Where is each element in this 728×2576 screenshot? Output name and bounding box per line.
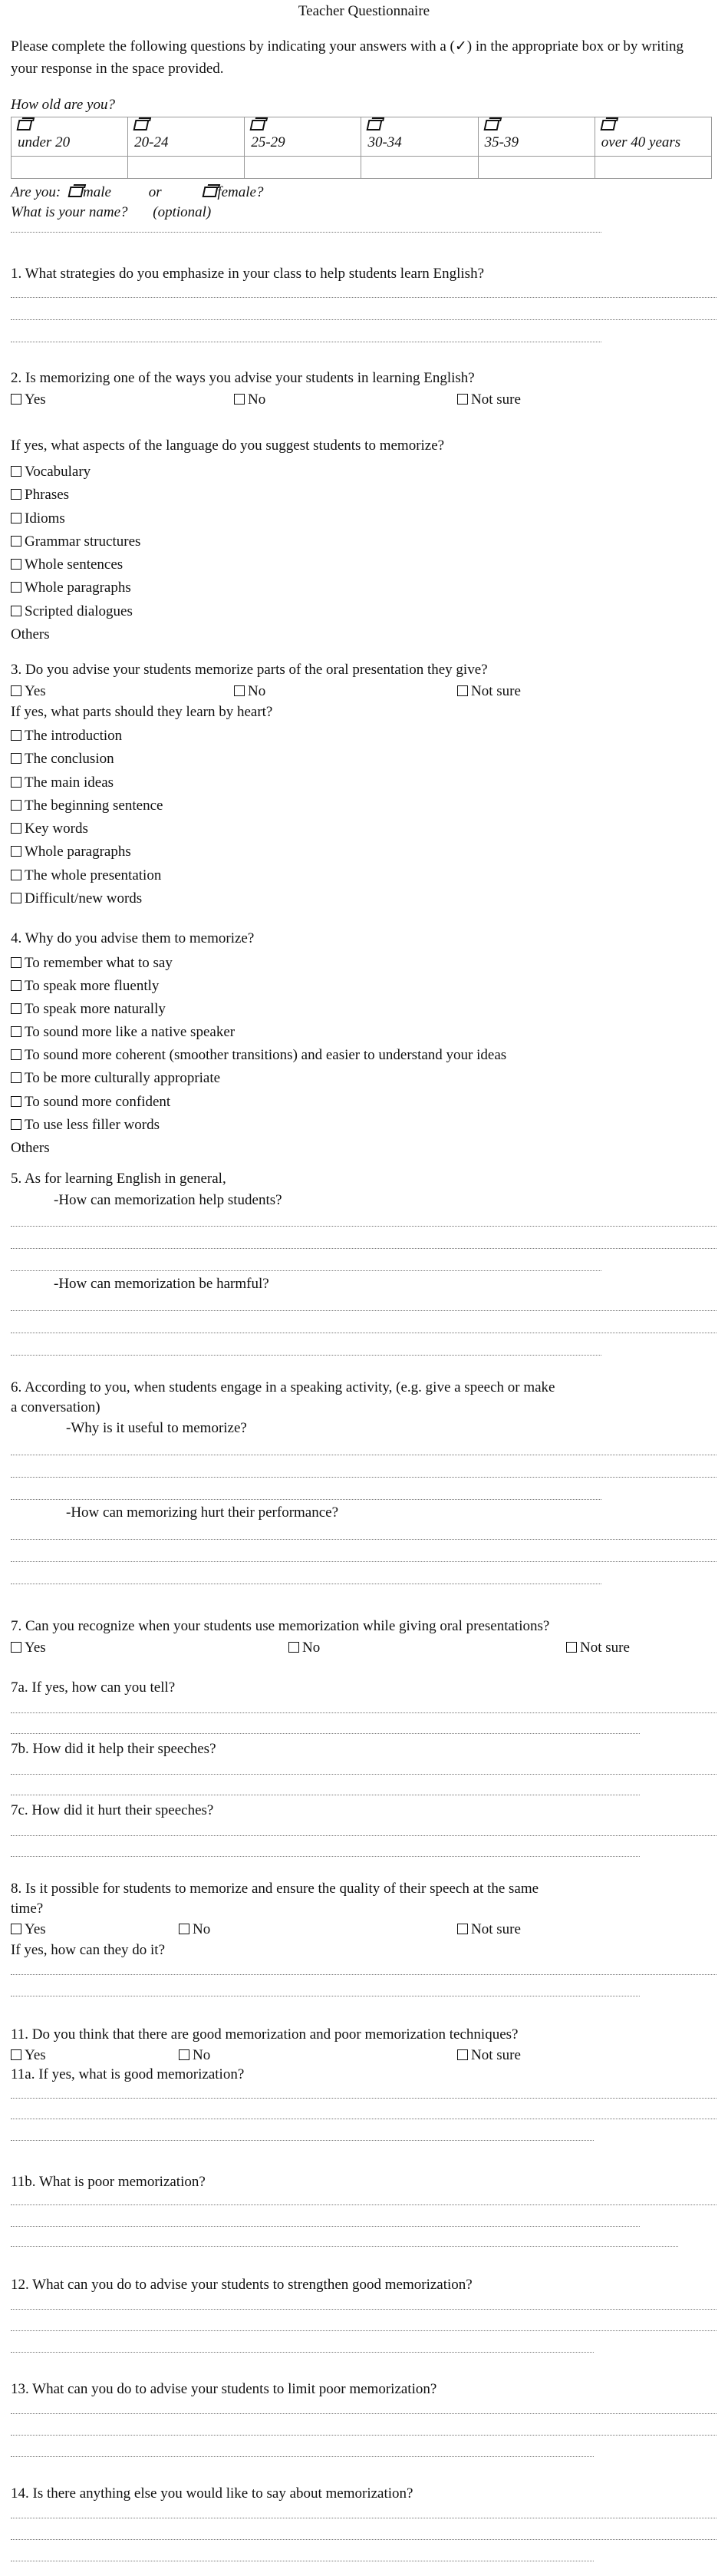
answer-line[interactable] (11, 2224, 640, 2227)
answer-line[interactable] (11, 1224, 716, 1227)
answer-line[interactable] (11, 2307, 716, 2310)
option-conclusion[interactable] (11, 748, 163, 771)
checkbox-icon[interactable] (11, 730, 21, 741)
option-label: The introduction (25, 728, 123, 744)
option-coherent[interactable] (11, 1044, 506, 1067)
q8-follow-up: If yes, how can they do it? (11, 1942, 166, 1958)
answer-line[interactable] (11, 1353, 601, 1356)
option-label: Whole paragraphs (25, 580, 131, 596)
q2-no[interactable] (234, 391, 265, 408)
q3-follow-up: If yes, what parts should they learn by heart? (11, 704, 273, 720)
option-fluently[interactable] (11, 975, 506, 998)
or-label: or (148, 184, 162, 200)
option-label: Idioms (25, 510, 65, 527)
checkbox-icon[interactable] (11, 394, 21, 405)
q2-not-sure[interactable] (457, 391, 521, 408)
checkbox-icon[interactable] (11, 559, 21, 570)
answer-line[interactable] (11, 2203, 716, 2205)
option-whole-paragraphs[interactable] (11, 576, 140, 599)
yes-label: Yes (25, 391, 46, 408)
checkbox-icon[interactable] (234, 685, 245, 696)
option-filler-words[interactable] (11, 1114, 506, 1137)
checkbox-icon[interactable] (11, 1642, 21, 1653)
not-sure-label: Not sure (471, 683, 521, 699)
option-label: Scripted dialogues (25, 603, 133, 619)
answer-line[interactable] (11, 1994, 640, 1996)
option-label: To be more culturally appropriate (25, 1070, 221, 1087)
q2-yes[interactable] (11, 391, 46, 408)
checkbox-icon[interactable] (11, 685, 21, 696)
option-scripted-dialogues[interactable] (11, 600, 140, 623)
age-option: over 40 years (595, 134, 711, 157)
answer-line[interactable] (11, 1732, 640, 1734)
question-6-line-1: 6. According to you, when students engage in a speaking activity, (e.g. give a speech or make (11, 1379, 555, 1395)
q3-no[interactable] (234, 683, 265, 700)
checkbox-icon[interactable] (11, 870, 21, 880)
yes-label: Yes (25, 1921, 46, 1937)
question-7a: 7a. If yes, how can you tell? (11, 1679, 176, 1696)
answer-line[interactable] (11, 2559, 594, 2561)
question-12: 12. What can you do to advise your students to strengthen good memorization? (11, 2277, 473, 2293)
no-label: No (193, 2047, 211, 2063)
female-label: female? (217, 184, 264, 200)
q6a: -Why is it useful to memorize? (66, 1420, 247, 1436)
question-8-line-1: 8. Is it possible for students to memorize and ensure the quality of their speech at the same (11, 1881, 539, 1897)
option-whole-presentation[interactable] (11, 864, 163, 887)
answer-line[interactable] (11, 2455, 594, 2457)
page-title: Teacher Questionnaire (298, 3, 430, 19)
option-native-speaker[interactable] (11, 1021, 506, 1044)
option-label: Vocabulary (25, 464, 91, 480)
no-label: No (193, 1921, 211, 1937)
answer-line[interactable] (11, 2244, 678, 2247)
others-label: Others (11, 626, 50, 643)
answer-line[interactable] (11, 2350, 594, 2353)
not-sure-label: Not sure (471, 1921, 521, 1937)
option-label: To speak more fluently (25, 978, 160, 995)
answer-line[interactable] (11, 1772, 716, 1775)
checkbox-icon[interactable] (11, 753, 21, 764)
question-8-line-2: time? (11, 1901, 44, 1917)
answer-line[interactable] (11, 2329, 716, 2331)
age-checkbox-5[interactable] (478, 117, 595, 135)
gender-prompt: Are you: (11, 184, 61, 200)
others-label: Others (11, 1139, 50, 1156)
answer-line[interactable] (11, 2412, 716, 2414)
option-whole-paragraphs[interactable] (11, 841, 163, 864)
age-answer-cell (12, 157, 128, 179)
age-option: 35-39 (478, 134, 595, 157)
answer-line[interactable] (11, 1973, 716, 1975)
answer-line[interactable] (11, 1453, 716, 1455)
option-label: The whole presentation (25, 867, 162, 883)
option-difficult-words[interactable] (11, 887, 163, 910)
female-checkbox[interactable] (203, 187, 219, 197)
option-label: Difficult/new words (25, 890, 143, 907)
answer-line[interactable] (11, 2433, 716, 2436)
age-answer-cell (595, 157, 711, 179)
q7-yes[interactable] (11, 1640, 46, 1656)
answer-line[interactable] (11, 1475, 716, 1478)
answer-line[interactable] (11, 1331, 716, 1333)
q2-follow-up: If yes, what aspects of the language do you suggest students to memorize? (11, 438, 445, 454)
age-answer-cell (245, 157, 361, 179)
answer-line[interactable] (11, 318, 716, 320)
option-label: The beginning sentence (25, 797, 163, 814)
age-option: 25-29 (245, 134, 361, 157)
checkbox-icon[interactable] (11, 1119, 21, 1130)
age-answer-cell (478, 157, 595, 179)
answer-line[interactable] (11, 1560, 716, 1562)
checkbox-icon[interactable] (11, 582, 21, 593)
q3-yes[interactable] (11, 683, 46, 700)
option-label: To remember what to say (25, 955, 173, 971)
option-beginning-sentence[interactable] (11, 794, 163, 817)
question-4: 4. Why do you advise them to memorize? (11, 930, 255, 946)
q11-yes[interactable] (11, 2047, 46, 2064)
q11-not-sure[interactable] (457, 2047, 521, 2064)
checkbox-icon[interactable] (288, 1642, 299, 1653)
checkbox-icon[interactable] (11, 1026, 21, 1037)
not-sure-label: Not sure (471, 391, 521, 408)
answer-line[interactable] (11, 1793, 640, 1795)
checkbox-icon[interactable] (11, 1924, 21, 1934)
answer-line[interactable] (11, 1582, 601, 1584)
gender-row (11, 184, 264, 201)
checkbox-icon[interactable] (457, 685, 468, 696)
intro-text: Please complete the following questions by indicating your answers with a (✓) in the appropriate box or by writing your response in the space provided. (11, 38, 684, 77)
question-11b: 11b. What is poor memorization? (11, 2174, 206, 2190)
male-label: male (83, 184, 111, 200)
q2-options-list (11, 461, 140, 646)
answer-line[interactable] (11, 1711, 716, 1713)
q4-options-list (11, 952, 506, 1160)
yes-label: Yes (25, 1640, 46, 1656)
question-7b: 7b. How did it help their speeches? (11, 1741, 216, 1757)
age-checkbox-4[interactable] (361, 117, 478, 135)
no-label: No (248, 683, 266, 699)
checkbox-icon[interactable] (11, 1003, 21, 1014)
age-question: How old are you? (11, 97, 115, 113)
name-answer-line[interactable] (11, 230, 601, 233)
answer-line[interactable] (11, 1247, 716, 1249)
option-label: The conclusion (25, 751, 114, 768)
answer-line[interactable] (11, 2117, 716, 2119)
option-label: To sound more like a native speaker (25, 1024, 236, 1041)
question-11: 11. Do you think that there are good memorization and poor memorization techniques? (11, 2026, 519, 2043)
age-checkbox-1[interactable] (12, 117, 128, 135)
checkbox-icon[interactable] (11, 957, 21, 968)
answer-line[interactable] (11, 1269, 601, 1271)
q3-not-sure[interactable] (457, 683, 521, 700)
option-label: To sound more confident (25, 1093, 171, 1110)
option-introduction[interactable] (11, 725, 163, 748)
question-14: 14. Is there anything else you would like to say about memorization? (11, 2485, 413, 2502)
checkbox-icon[interactable] (11, 1096, 21, 1107)
age-option: 20-24 (128, 134, 245, 157)
q7-not-sure[interactable] (566, 1640, 630, 1656)
q5a: -How can memorization help students? (54, 1192, 282, 1208)
option-confident[interactable] (11, 1091, 506, 1114)
question-6-line-2: a conversation) (11, 1399, 100, 1415)
age-answer-cell (128, 157, 245, 179)
age-checkbox-2[interactable] (128, 117, 245, 135)
checkbox-icon[interactable] (11, 2049, 21, 2060)
no-label: No (248, 391, 266, 408)
checkbox-icon[interactable] (11, 823, 21, 834)
checkbox-icon[interactable] (11, 606, 21, 616)
checkbox-icon[interactable] (11, 777, 21, 788)
q6b: -How can memorizing hurt their performance? (66, 1504, 339, 1521)
option-label: To use less filler words (25, 1116, 160, 1133)
checkbox-icon[interactable] (11, 489, 21, 500)
answer-line[interactable] (11, 1537, 716, 1540)
q3-options-list (11, 725, 163, 910)
option-whole-sentences[interactable] (11, 553, 140, 576)
question-7c: 7c. How did it hurt their speeches? (11, 1802, 214, 1818)
q11-no[interactable] (179, 2047, 210, 2064)
checkbox-icon[interactable] (566, 1642, 577, 1653)
question-11a: 11a. If yes, what is good memorization? (11, 2066, 245, 2082)
option-label: To speak more naturally (25, 1001, 166, 1018)
checkbox-icon[interactable] (457, 1924, 468, 1934)
answer-line[interactable] (11, 296, 716, 298)
question-13: 13. What can you do to advise your students to limit poor memorization? (11, 2381, 437, 2397)
answer-line[interactable] (11, 1498, 601, 1500)
option-main-ideas[interactable] (11, 771, 163, 794)
checkbox-icon[interactable] (457, 394, 468, 405)
question-3: 3. Do you advise your students memorize parts of the oral presentation they give? (11, 662, 488, 678)
checkbox-icon[interactable] (11, 466, 21, 477)
answer-line[interactable] (11, 340, 601, 342)
option-label: Whole paragraphs (25, 844, 131, 860)
q8-not-sure[interactable] (457, 1921, 521, 1938)
answer-line[interactable] (11, 2538, 716, 2540)
answer-line[interactable] (11, 2516, 716, 2518)
checkbox-icon[interactable] (11, 513, 21, 523)
question-2: 2. Is memorizing one of the ways you advise your students in learning English? (11, 370, 475, 386)
age-checkbox-3[interactable] (245, 117, 361, 135)
answer-line[interactable] (11, 1854, 640, 1857)
male-checkbox[interactable] (68, 187, 84, 197)
checkbox-icon[interactable] (179, 1924, 189, 1934)
answer-line[interactable] (11, 1834, 716, 1836)
checkbox-icon[interactable] (11, 536, 21, 547)
answer-line[interactable] (11, 2096, 716, 2099)
question-5: 5. As for learning English in general, (11, 1171, 226, 1187)
option-culturally-appropriate[interactable] (11, 1067, 506, 1090)
age-option: 30-34 (361, 134, 478, 157)
no-label: No (302, 1640, 321, 1656)
option-remember[interactable] (11, 952, 506, 975)
name-optional: (optional) (153, 204, 212, 220)
answer-line[interactable] (11, 2138, 594, 2141)
age-checkbox-6[interactable] (595, 117, 711, 135)
q8-yes[interactable] (11, 1921, 46, 1938)
checkbox-icon[interactable] (11, 893, 21, 903)
option-phrases[interactable] (11, 484, 140, 507)
q7-no[interactable] (288, 1640, 320, 1656)
checkbox-icon[interactable] (234, 394, 245, 405)
checkbox-icon[interactable] (11, 1049, 21, 1060)
checkbox-icon[interactable] (11, 980, 21, 991)
option-key-words[interactable] (11, 817, 163, 841)
checkbox-icon[interactable] (179, 2049, 189, 2060)
age-option: under 20 (12, 134, 128, 157)
checkbox-icon[interactable] (457, 2049, 468, 2060)
option-grammar[interactable] (11, 530, 140, 553)
q5b: -How can memorization be harmful? (54, 1276, 269, 1292)
not-sure-label: Not sure (471, 2047, 521, 2063)
age-answer-cell (361, 157, 478, 179)
question-7: 7. Can you recognize when your students use memorization while giving oral presentations? (11, 1618, 550, 1634)
not-sure-label: Not sure (580, 1640, 630, 1656)
q8-no[interactable] (179, 1921, 210, 1938)
option-label: To sound more coherent (smoother transitions) and easier to understand your ideas (25, 1047, 507, 1064)
option-label: The main ideas (25, 774, 114, 791)
yes-label: Yes (25, 2047, 46, 2063)
option-label: Whole sentences (25, 556, 124, 573)
option-label: Key words (25, 821, 88, 837)
option-label: Phrases (25, 487, 70, 504)
checkbox-icon[interactable] (11, 846, 21, 857)
option-label: Grammar structures (25, 533, 141, 550)
option-vocabulary[interactable] (11, 461, 140, 484)
option-naturally[interactable] (11, 998, 506, 1021)
checkbox-icon[interactable] (11, 800, 21, 811)
answer-line[interactable] (11, 1309, 716, 1311)
age-table (11, 117, 712, 179)
question-1: 1. What strategies do you emphasize in your class to help students learn English? (11, 266, 485, 282)
yes-label: Yes (25, 683, 46, 699)
checkbox-icon[interactable] (11, 1072, 21, 1083)
name-prompt: What is your name? (11, 204, 128, 220)
name-row (11, 204, 211, 221)
option-idioms[interactable] (11, 507, 140, 530)
